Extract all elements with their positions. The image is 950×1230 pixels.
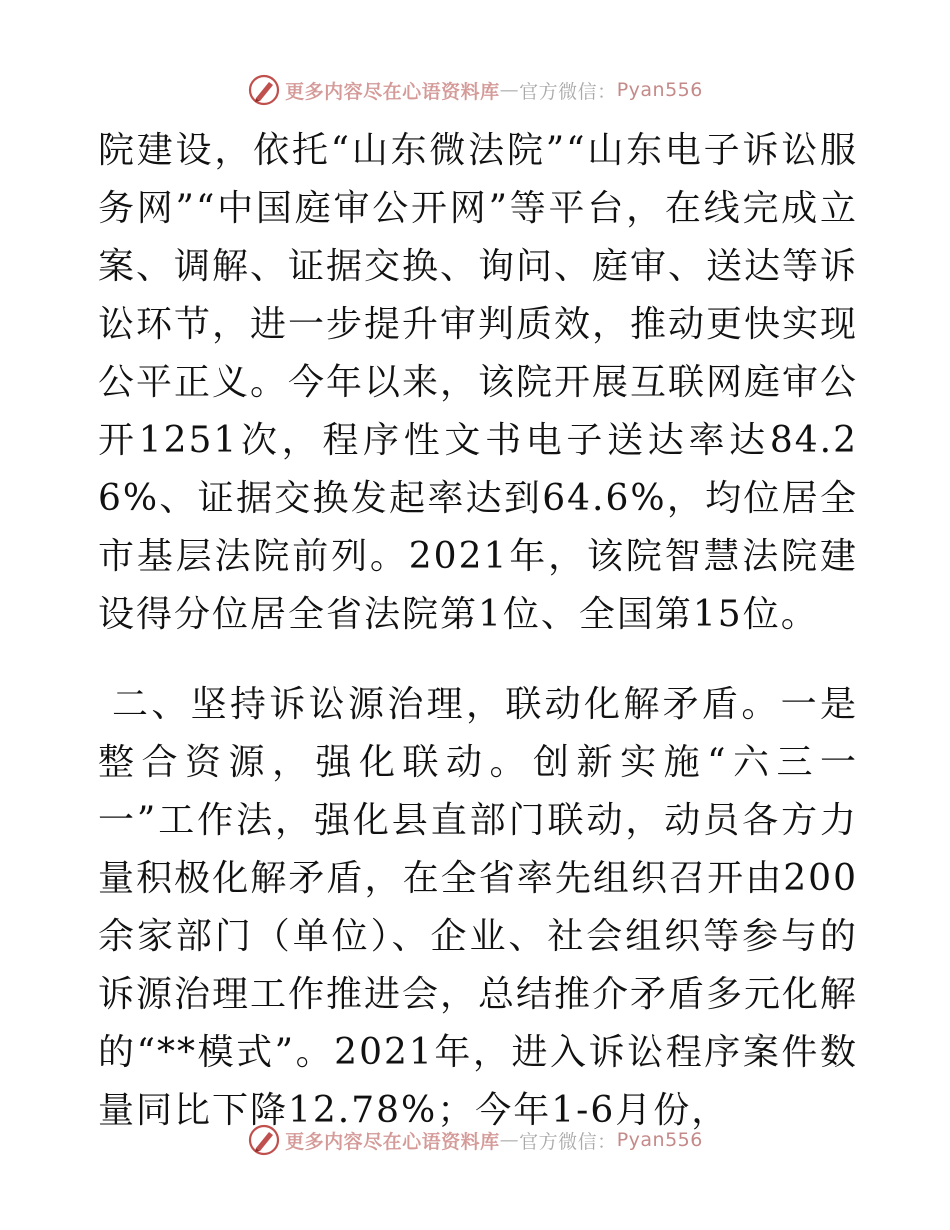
- footer-watermark: [0, 1120, 950, 1160]
- header-watermark: [0, 70, 950, 110]
- watermark-main-text: 更多内容尽在心语资料库: [285, 80, 500, 103]
- watermark-sub-text: 官方微信：: [519, 1130, 617, 1153]
- watermark-wechat-id: Pyan556: [616, 1129, 703, 1151]
- watermark-main-text: 更多内容尽在心语资料库: [285, 1130, 500, 1153]
- pen-logo-icon: [247, 73, 281, 107]
- paragraph-2: 二、坚持诉讼源治理，联动化解矛盾。一是整合资源，强化联动。创新实施“六三一一”工作法，强化县直部门联动，动员各方力量积极化解矛盾，在全省率先组织召开由200余家部门（单位）、企业、社会组织等参与的诉源治理工作推进会，总结推介矛盾多元化解的“**模式”。2021年，进入诉讼程序案件数量同比下降12.78%；今年1-6月份，: [98, 684, 859, 1131]
- watermark-dash: —: [499, 1129, 520, 1151]
- document-body: [98, 122, 858, 1140]
- pen-logo-icon: [247, 1123, 281, 1157]
- watermark-dash: —: [499, 79, 520, 101]
- watermark-sub-text: 官方微信：: [519, 80, 617, 103]
- paragraph-1: 院建设，依托“山东微法院”“山东电子诉讼服务网”“中国庭审公开网”等平台，在线完成立案、调解、证据交换、询问、庭审、送达等诉讼环节，进一步提升审判质效，推动更快实现公平正义。今年以来，该院开展互联网庭审公开1251次，程序性文书电子送达率达84.26%、证据交换发起率达到64.6%，均位居全市基层法院前列。2021年，该院智慧法院建设得分位居全省法院第1位、全国第15位。: [98, 130, 859, 635]
- watermark-wechat-id: Pyan556: [616, 79, 703, 101]
